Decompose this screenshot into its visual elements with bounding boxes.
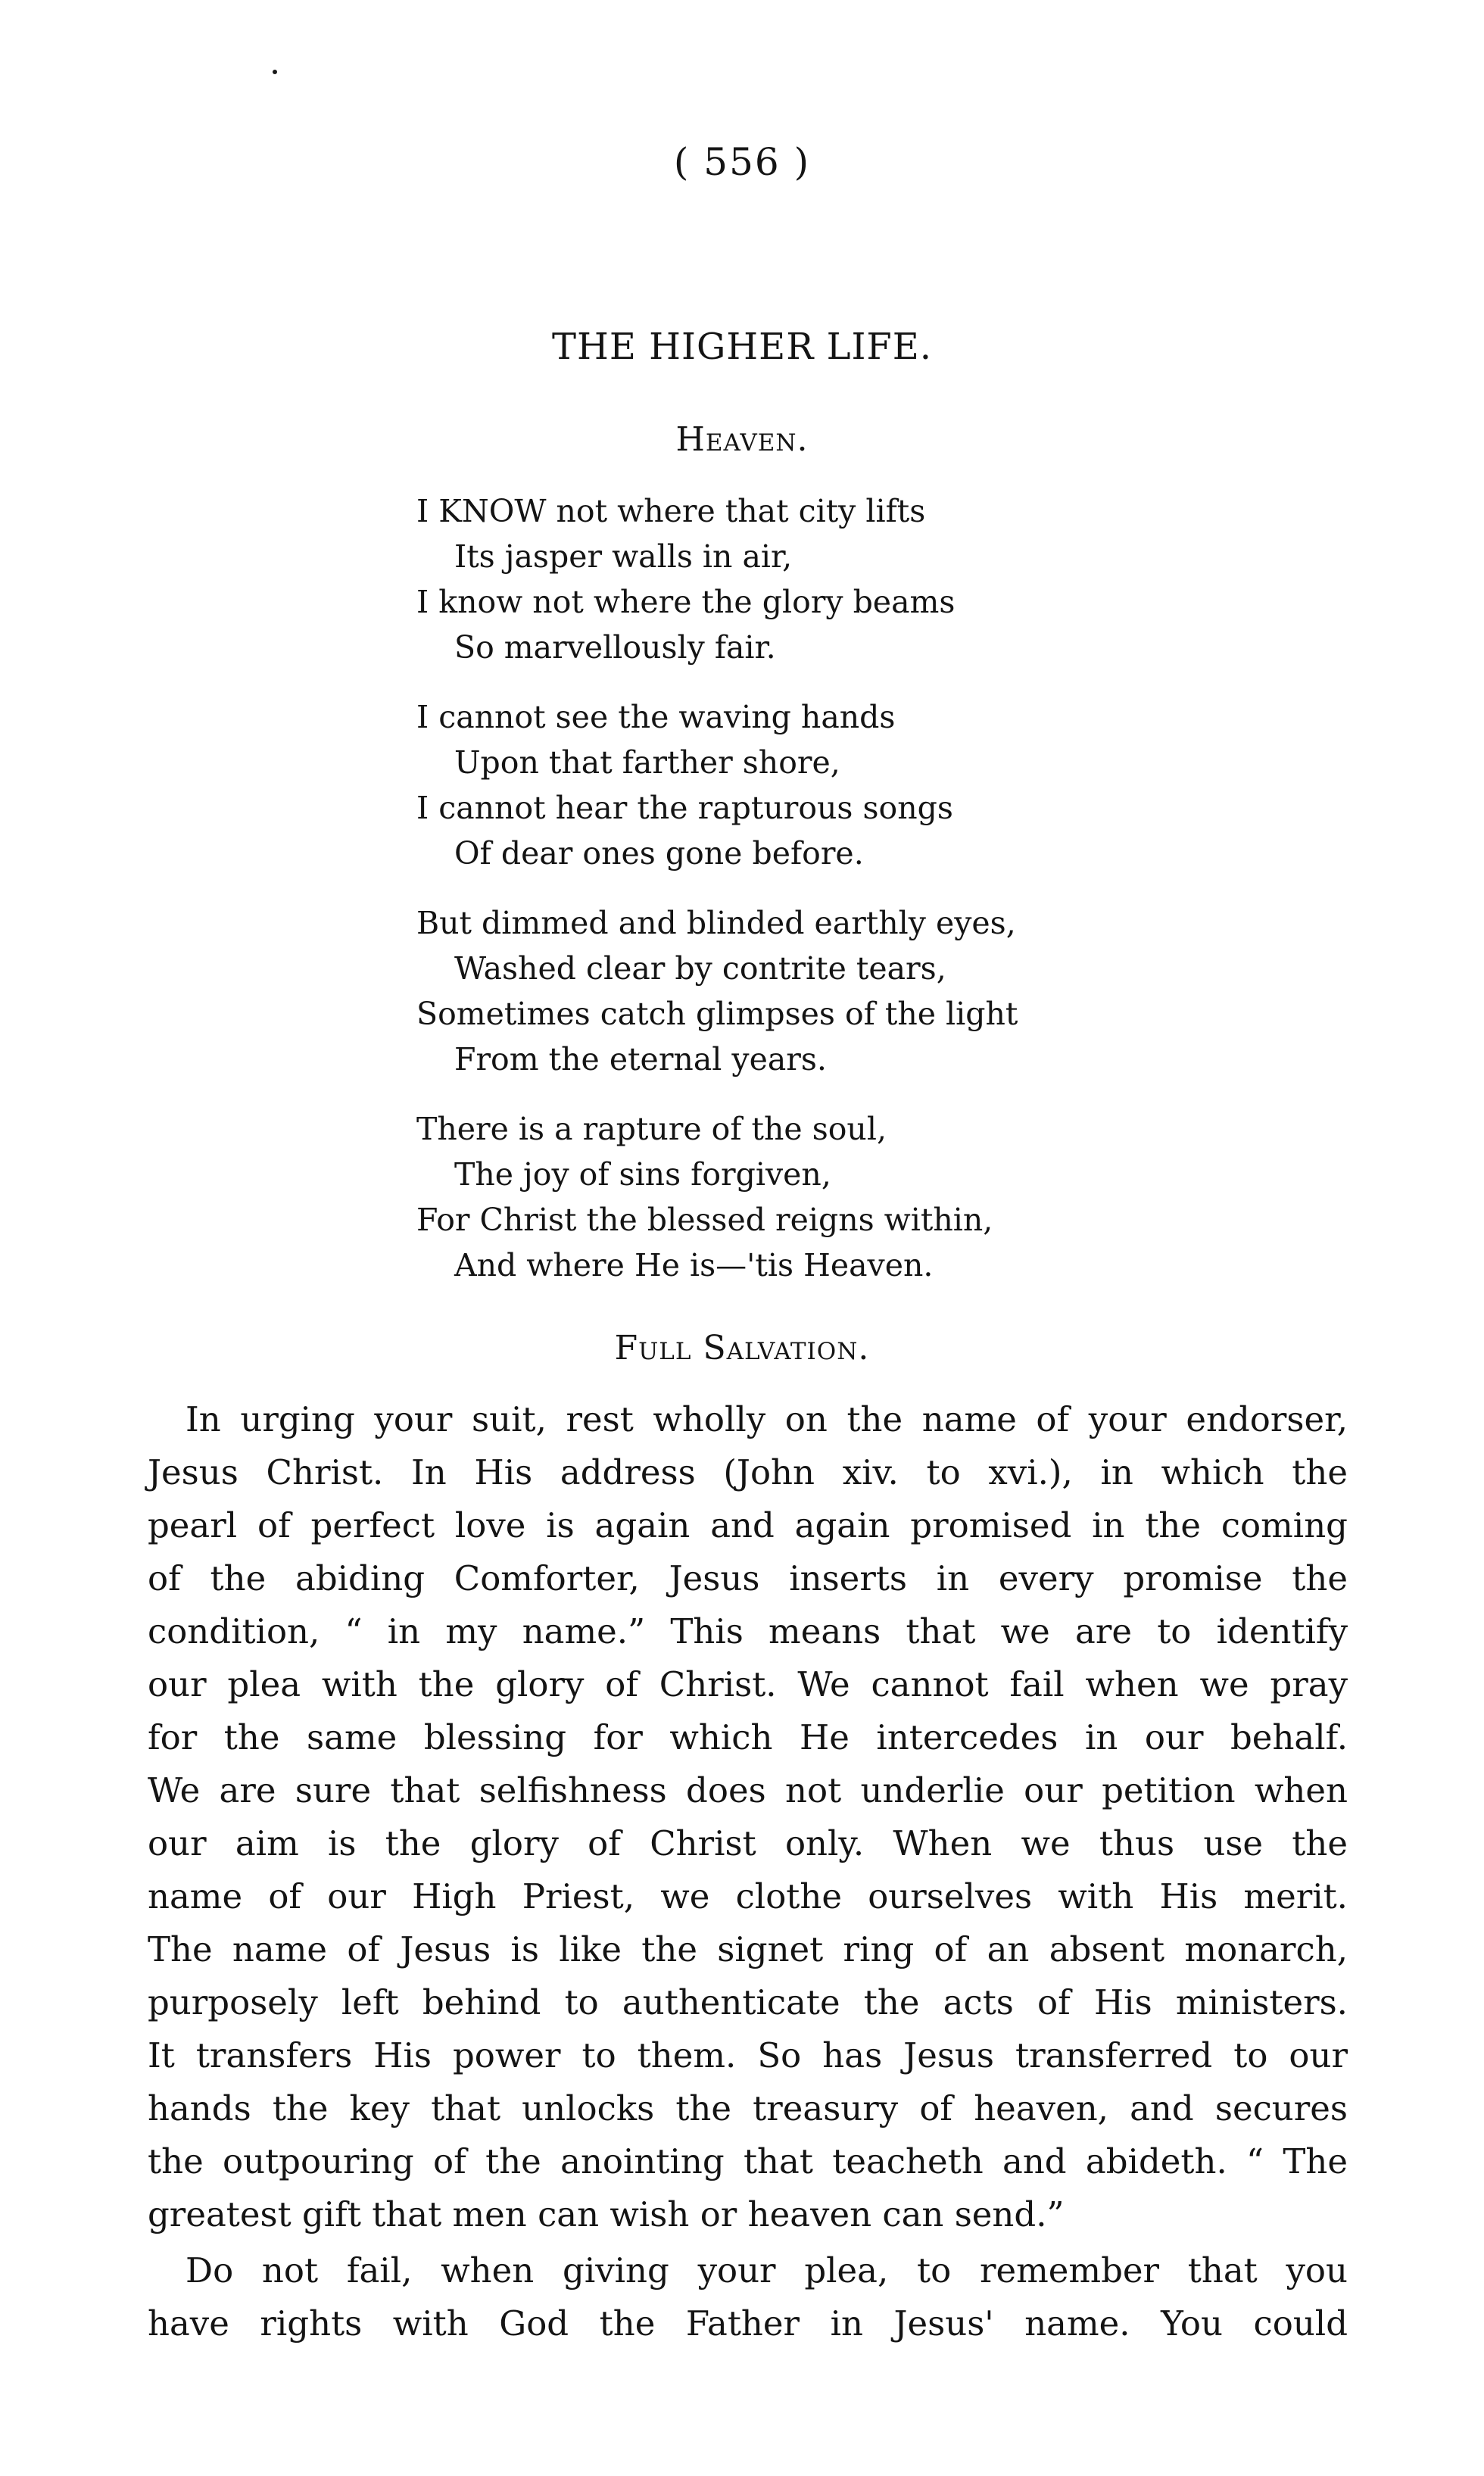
stanza bbox=[416, 694, 1098, 876]
text-line: purposely left behind to authenticate the acts of His ministers. bbox=[148, 1982, 1348, 2022]
text-line: pearl of perfect love is again and again promised in the coming bbox=[148, 1505, 1348, 1545]
poem-line: And where He is—'tis Heaven. bbox=[454, 1247, 934, 1283]
poem-line: I KNOW not where that city lifts bbox=[416, 493, 926, 529]
poem-line: The joy of sins forgiven, bbox=[454, 1156, 831, 1193]
poem-line: I cannot see the waving hands bbox=[416, 699, 896, 735]
poem-line: There is a rapture of the soul, bbox=[416, 1111, 887, 1147]
stanza bbox=[416, 900, 1098, 1082]
poem-line: Of dear ones gone before. bbox=[454, 835, 864, 872]
text-line: The name of Jesus is like the signet ring of an absent monarch, bbox=[148, 1929, 1348, 1969]
text-line: for the same blessing for which He intercedes in our behalf. bbox=[148, 1717, 1348, 1757]
text-line: hands the key that unlocks the treasury of heaven, and secures bbox=[148, 2088, 1348, 2128]
section-heading: Full Salvation. bbox=[614, 1329, 870, 1367]
ink-speck bbox=[273, 70, 277, 74]
poem-line: But dimmed and blinded earthly eyes, bbox=[416, 905, 1016, 941]
text-line: We are sure that selfishness does not underlie our petition when bbox=[148, 1770, 1348, 1810]
text-line: greatest gift that men can wish or heaven can send.” bbox=[148, 2194, 1065, 2234]
text-line: In urging your suit, rest wholly on the name of your endorser, bbox=[186, 1399, 1348, 1439]
poem-line: Washed clear by contrite tears, bbox=[454, 950, 946, 987]
poem-line: I cannot hear the rapturous songs bbox=[416, 790, 953, 826]
paragraph bbox=[148, 2244, 1348, 2350]
running-title: THE HIGHER LIFE. bbox=[551, 326, 933, 368]
stanza bbox=[416, 488, 1098, 670]
poem-line: Its jasper walls in air, bbox=[454, 538, 793, 575]
text-line: Jesus Christ. In His address (John xiv. to xvi.), in which the bbox=[148, 1452, 1348, 1492]
paragraph bbox=[148, 1393, 1348, 2241]
page-number: ( 556 ) bbox=[673, 140, 811, 184]
poem-line: Upon that farther shore, bbox=[454, 744, 840, 781]
text-line: our aim is the glory of Christ only. When we thus use the bbox=[148, 1823, 1348, 1863]
text-line: name of our High Priest, we clothe ourselves with His merit. bbox=[148, 1876, 1348, 1916]
poem-line: I know not where the glory beams bbox=[416, 584, 956, 620]
poem bbox=[416, 488, 1098, 1312]
text-line: of the abiding Comforter, Jesus inserts in every promise the bbox=[148, 1558, 1348, 1598]
text-line: condition, “ in my name.” This means that we are to identify bbox=[148, 1611, 1348, 1651]
poem-line: Sometimes catch glimpses of the light bbox=[416, 996, 1018, 1032]
text-line: the outpouring of the anointing that teacheth and abideth. “ The bbox=[148, 2141, 1348, 2181]
text-line: have rights with God the Father in Jesus' name. You could bbox=[148, 2303, 1348, 2343]
poem-line: For Christ the blessed reigns within, bbox=[416, 1202, 993, 1238]
text-line: It transfers His power to them. So has Jesus transferred to our bbox=[148, 2035, 1348, 2075]
prose-body bbox=[148, 1393, 1348, 2350]
stanza bbox=[416, 1106, 1098, 1288]
poem-line: So marvellously fair. bbox=[454, 629, 776, 666]
poem-line: From the eternal years. bbox=[454, 1041, 827, 1077]
text-line: Do not fail, when giving your plea, to remember that you bbox=[186, 2250, 1348, 2290]
text-line: our plea with the glory of Christ. We cannot fail when we pray bbox=[148, 1664, 1348, 1704]
poem-heading: Heaven. bbox=[675, 420, 809, 459]
